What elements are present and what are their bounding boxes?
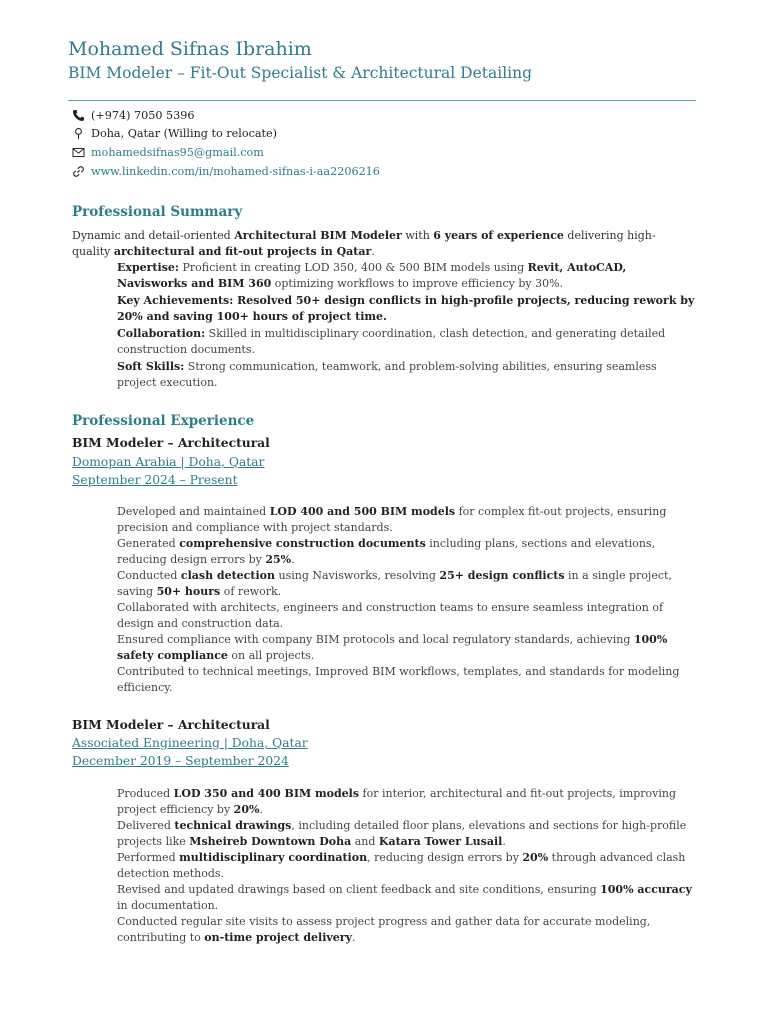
- text: and: [351, 835, 379, 848]
- phone-number: (+974) 7050 5396: [91, 109, 195, 122]
- label: Collaboration:: [117, 327, 206, 340]
- text-bold: 6 years of experience: [433, 229, 564, 242]
- text: optimizing workflows to improve efficiency by 30%.: [271, 277, 564, 290]
- label: Expertise:: [117, 261, 179, 274]
- job-dates: December 2019 – September 2024: [72, 754, 289, 768]
- list-item: [117, 632, 695, 664]
- email-link[interactable]: mohamedsifnas95@gmail.com: [91, 146, 264, 159]
- text: , including detailed floor plans, elevations and sections for high-profile projects like: [117, 819, 687, 848]
- text: in documentation.: [117, 899, 219, 912]
- summary-soft-skills: [117, 359, 695, 391]
- text: using Navisworks, resolving: [274, 569, 440, 582]
- text-bold: Architectural BIM Modeler: [234, 229, 402, 242]
- text: Performed: [117, 851, 180, 864]
- link-icon: [72, 165, 85, 178]
- job-bullets: [117, 504, 695, 696]
- text-bold: on-time project delivery: [204, 931, 352, 944]
- text-bold: architectural and fit-out projects in Qatar: [113, 245, 372, 258]
- text: delivering high-quality: [72, 229, 656, 258]
- phone-icon: [72, 109, 85, 122]
- candidate-name: Mohamed Sifnas Ibrahim: [68, 38, 312, 60]
- text-bold: LOD 400 and 500 BIM models: [269, 505, 456, 518]
- linkedin-link[interactable]: www.linkedin.com/in/mohamed-sifnas-i-aa2206216: [91, 165, 380, 178]
- text: , reducing design errors by: [367, 851, 523, 864]
- text-bold: 20%: [233, 803, 260, 816]
- text: Contributed to technical meetings, Improved BIM workflows, templates, and standards for modeling efficiency.: [117, 665, 680, 694]
- text: .: [291, 553, 295, 566]
- text: Dynamic and detail-oriented: [72, 229, 235, 242]
- text-bold: 25+ design conflicts: [439, 569, 565, 582]
- text: with: [401, 229, 434, 242]
- label: Key Achievements:: [117, 294, 234, 307]
- summary-intro: [72, 228, 672, 260]
- text-bold: 100% safety compliance: [117, 633, 668, 662]
- text: Conducted regular site visits to assess project progress and gather data for accurate modeling, contributing to: [117, 915, 651, 944]
- label: Soft Skills:: [117, 360, 185, 373]
- location-text: Doha, Qatar (Willing to relocate): [91, 127, 277, 140]
- text: Produced: [117, 787, 174, 800]
- text: through advanced clash detection methods.: [117, 851, 686, 880]
- text: .: [351, 931, 356, 944]
- text-bold: Resolved 50+ design conflicts in high-profile projects, reducing rework by 20% and saving 100+ hours of project time.: [117, 294, 695, 323]
- text: Delivered: [117, 819, 175, 832]
- list-item: [117, 914, 695, 946]
- text: Revised and updated drawings based on client feedback and site conditions, ensuring: [117, 883, 601, 896]
- list-item: [117, 600, 695, 632]
- text: including plans, sections and elevations, reducing design errors by: [117, 537, 656, 566]
- text: Ensured compliance with company BIM protocols and local regulatory standards, achieving: [117, 633, 634, 646]
- mail-icon: [72, 146, 85, 159]
- text: Developed and maintained: [117, 505, 270, 518]
- text: .: [502, 835, 506, 848]
- summary-points: [117, 260, 695, 392]
- text-bold: clash detection: [180, 569, 275, 582]
- text-bold: Revit, AutoCAD, Navisworks and BIM 360: [117, 261, 627, 290]
- text: Collaborated with architects, engineers and construction teams to ensure seamless integration of design and construction data.: [117, 601, 664, 630]
- contact-phone: [72, 109, 195, 122]
- list-item: [117, 568, 695, 600]
- text-bold: comprehensive construction documents: [179, 537, 426, 550]
- experience-heading: Professional Experience: [72, 413, 255, 429]
- text: in a single project, saving: [117, 569, 672, 598]
- header-divider: [68, 100, 696, 101]
- list-item: [117, 536, 695, 568]
- text: .: [259, 803, 263, 816]
- text-bold: Msheireb Downtown Doha: [189, 835, 352, 848]
- text: of rework.: [220, 585, 282, 598]
- text: for interior, architectural and fit-out projects, improving project efficiency by: [117, 787, 677, 816]
- list-item: [117, 818, 695, 850]
- job-title: BIM Modeler – Architectural: [72, 717, 270, 732]
- text: on all projects.: [227, 649, 315, 662]
- list-item: [117, 882, 695, 914]
- candidate-title: BIM Modeler – Fit-Out Specialist & Architectural Detailing: [68, 64, 533, 82]
- summary-expertise: [117, 260, 695, 292]
- text: Proficient in creating LOD 350, 400 & 500 BIM models using: [178, 261, 528, 274]
- job-title: BIM Modeler – Architectural: [72, 435, 270, 450]
- text-bold: multidisciplinary coordination: [179, 851, 368, 864]
- summary-collaboration: [117, 326, 695, 358]
- text-bold: Katara Tower Lusail: [378, 835, 503, 848]
- text: Generated: [117, 537, 180, 550]
- job-dates: September 2024 – Present: [72, 473, 238, 487]
- list-item: [117, 664, 695, 696]
- job-bullets: [117, 786, 695, 946]
- location-pin-icon: [72, 127, 85, 140]
- text: Skilled in multidisciplinary coordination, clash detection, and generating detailed construction documents.: [117, 327, 666, 356]
- list-item: [117, 850, 695, 882]
- text-bold: 20%: [522, 851, 549, 864]
- summary-achievements: [117, 293, 695, 325]
- job-company[interactable]: Associated Engineering | Doha, Qatar: [72, 736, 308, 750]
- list-item: [117, 786, 695, 818]
- text-bold: 25%: [265, 553, 292, 566]
- text-bold: 100% accuracy: [600, 883, 692, 896]
- contact-location: [72, 127, 277, 140]
- text-bold: 50+ hours: [156, 585, 221, 598]
- text: Conducted: [117, 569, 181, 582]
- text: Strong communication, teamwork, and problem-solving abilities, ensuring seamless project execution.: [117, 360, 657, 389]
- text-bold: technical drawings: [174, 819, 292, 832]
- contact-email[interactable]: [72, 146, 264, 159]
- text: .: [371, 245, 375, 258]
- text-bold: LOD 350 and 400 BIM models: [173, 787, 360, 800]
- contact-linkedin[interactable]: [72, 165, 380, 178]
- list-item: [117, 504, 695, 536]
- job-company[interactable]: Domopan Arabia | Doha, Qatar: [72, 455, 265, 469]
- summary-heading: Professional Summary: [72, 204, 243, 220]
- text: for complex fit-out projects, ensuring precision and compliance with project standards.: [117, 505, 667, 534]
